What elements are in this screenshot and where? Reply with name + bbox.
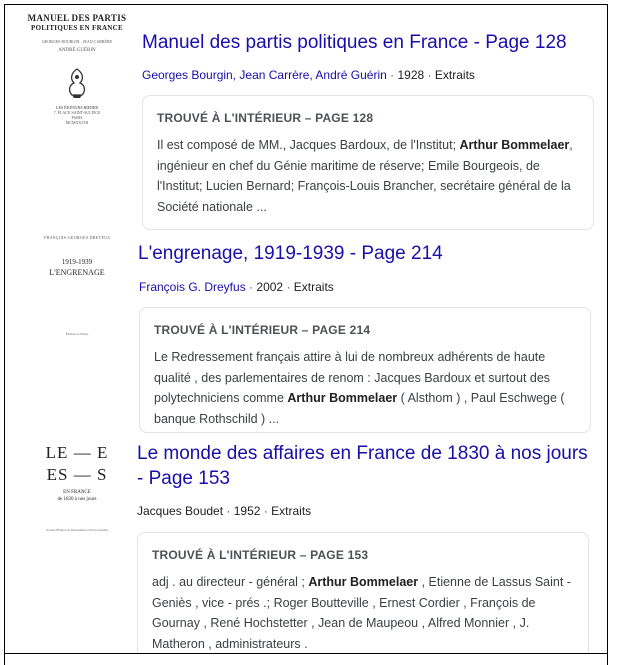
cover-title-line-2: POLITIQUES EN FRANCE [31, 24, 123, 32]
highlight-term: Arthur Bommelaer [287, 391, 398, 405]
meta-separator: · [390, 68, 395, 82]
snippet-header-1: TROUVÉ À L'INTÉRIEUR – PAGE 128 [157, 111, 374, 125]
cover-publisher-2: 7, PLACE SAINT-SULPICE [53, 110, 101, 115]
cover-series-line: FRANÇOIS-GEORGES DREYFUS [44, 235, 110, 240]
result-authors-2[interactable]: François G. Dreyfus [139, 280, 246, 294]
result-year-2: 2002 [256, 280, 284, 294]
meta-separator: · [249, 280, 254, 294]
snippet-text-1: Il est composé de MM., Jacques Bardoux, de l'Institut; Arthur Bommelaer, ingénieur en chef du Génie maritime de réserve; Emile Bourgeois, de l'Institut; Lucien Bernard; François-Louis Brancher, secrétaire général de la Société nationale ... [157, 138, 573, 214]
cover-publisher: Éditions de Fallois [65, 332, 89, 336]
cover-en-france: EN FRANCE [63, 490, 91, 495]
snippet-card-1[interactable] [142, 95, 594, 230]
result-title-2[interactable]: L'engrenage, 1919-1939 - Page 214 [138, 243, 443, 264]
meta-separator: · [226, 504, 231, 518]
result-title-1[interactable]: Manuel des partis politiques en France - Page 128 [142, 32, 567, 53]
result-meta-3 [137, 504, 311, 518]
cover-author-3: ANDRÉ GUÉRIN [58, 48, 96, 53]
cover-publisher: Société d'Édition de Dictionnaires et Encyclopédies [45, 528, 109, 532]
cover-publisher-4: MCMXXVIII [65, 120, 89, 125]
snippet-header-3: TROUVÉ À L'INTÉRIEUR – PAGE 153 [152, 548, 369, 562]
cover-letters-row-2: ES — S [46, 465, 108, 484]
meta-separator: · [286, 280, 291, 294]
snippet-header-2: TROUVÉ À L'INTÉRIEUR – PAGE 214 [154, 323, 371, 337]
cover-authors-line: GEORGES BOURGIN · JEAN CARRÈRE [41, 39, 113, 44]
result-authors-3: Jacques Boudet [137, 504, 224, 518]
cover-years: 1919-1939 [61, 258, 93, 266]
cover-dates: de 1830 à nos jours [57, 497, 97, 502]
result-authors-1[interactable]: Georges Bourgin, Jean Carrère, André Guérin [142, 68, 387, 82]
highlight-term: Arthur Bommelaer [308, 575, 419, 589]
result-type-1[interactable]: Extraits [434, 68, 475, 82]
cover-name: L'ENGRENAGE [49, 268, 105, 277]
result-type-3[interactable]: Extraits [271, 504, 312, 518]
result-year-3: 1952 [233, 504, 261, 518]
book-cover-2[interactable] [27, 235, 127, 355]
snippet-text-3: adj . au directeur - général ; Arthur Bommelaer , Etienne de Lassus Saint - Geniès , vice - prés .; Roger Boutteville , Ernest Cordier , François de Gournay , René Hochstetter , Jean de Maupeou , Alfred Monnier , J. Matheron , administrateurs . [152, 575, 571, 651]
result-title-3[interactable]: Le monde des affaires en France de 1830 à nos jours - Page 153 [137, 443, 588, 489]
highlight-term: Arthur Bommelaer [459, 138, 570, 152]
results-panel [4, 4, 608, 654]
meta-separator: · [427, 68, 432, 82]
result-meta-1 [142, 68, 475, 82]
snippet-card-3[interactable] [137, 532, 589, 654]
cover-title-line-1: MANUEL DES PARTIS [27, 13, 127, 23]
cover-publisher-1: LES ÉDITIONS RIEDER [56, 105, 98, 110]
book-cover-1[interactable] [27, 13, 127, 213]
book-cover-3[interactable] [27, 438, 127, 538]
meta-separator: · [263, 504, 268, 518]
cover-letters-row-1: LE — E [45, 443, 109, 462]
snippet-card-2[interactable] [139, 307, 591, 433]
result-type-2[interactable]: Extraits [293, 280, 334, 294]
result-year-1: 1928 [397, 68, 425, 82]
snippet-text-2: Le Redressement français attire à lui de nombreux adhérents de haute qualité , des parlementaires de renom : Jacques Bardoux et surtout des polytechniciens comme Arthur Bommelaer ( Alsthom ) , Paul Eschwege ( banque Rothschild ) ... [154, 350, 565, 426]
publisher-emblem-icon [62, 67, 92, 99]
cover-publisher-3: PARIS [71, 115, 83, 120]
result-meta-2 [139, 280, 334, 294]
next-panel-edge [4, 653, 608, 665]
